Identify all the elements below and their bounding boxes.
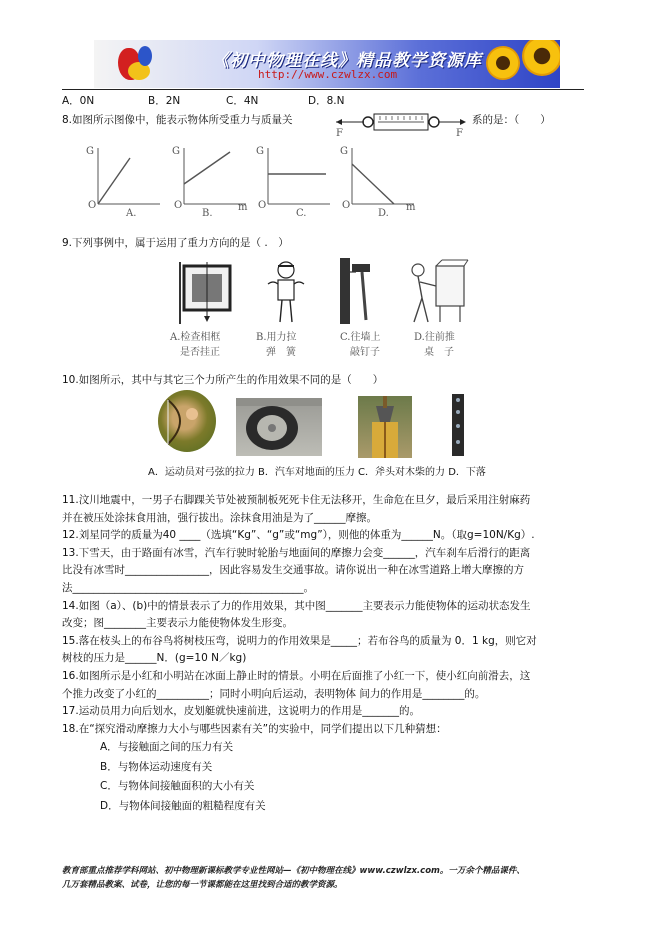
q18-option-b: B．与物体运动速度有关 <box>100 760 213 773</box>
question-9-text: 9.下列事例中，属于运用了重力方向的是（ . ） <box>62 237 289 249</box>
spring-scale-icon <box>334 108 468 142</box>
question-line: 15.落在枝头上的布谷鸟将树枝压弯，说明力的作用效果是_____；若布谷鸟的质量为 0．1 kg，则它对 <box>62 634 537 647</box>
caption-line: A.检查相框 <box>170 332 221 343</box>
questions-block <box>62 492 537 738</box>
graph-b <box>172 142 250 220</box>
q10-captions: A．运动员对弓弦的拉力 B．汽车对地面的压力 C．斧头对木柴的力 D．下落 <box>148 467 486 478</box>
axis-y-label: G <box>340 146 348 157</box>
option-b: B．2N <box>148 95 181 107</box>
sunflower-icon <box>486 46 520 80</box>
q9-image-b <box>264 260 308 326</box>
question-line: 比没有冰雪时________________，因此容易发生交通事故。请你说出一种在冰雪道路上增大摩擦的方 <box>62 564 524 577</box>
graph-a <box>86 142 164 220</box>
question-8-text-left: 8.如图所示图像中，能表示物体所受重力与质量关 <box>62 114 293 126</box>
question-8-text-right: 系的是：（ ） <box>472 114 551 126</box>
axe-wood-icon <box>358 396 412 458</box>
header-banner <box>94 40 560 88</box>
graph-c <box>256 142 334 220</box>
q18-options <box>100 738 266 816</box>
option-c: C．4N <box>226 95 259 107</box>
caption-line: 弹 簧 <box>266 347 296 358</box>
spring-scale-figure <box>334 108 468 142</box>
question-line: 13.下雪天，由于路面有冰雪，汽车行驶时轮胎与地面间的摩擦力会变______，汽车刹车后滑行的距离 <box>62 546 531 559</box>
option-d: D．8.N <box>308 95 345 107</box>
question-line: 16.如图所示是小红和小明站在冰面上静止时的情景。小明在后面推了小红一下，使小红向前滑去，这 <box>62 669 531 682</box>
q9-caption-b <box>256 330 297 360</box>
page-footer <box>62 864 622 892</box>
archer-bow-icon <box>158 390 216 452</box>
q9-caption-a <box>170 330 220 360</box>
picture-frame-icon <box>176 262 236 324</box>
car-tire-icon <box>236 398 322 456</box>
q9-caption-d <box>414 330 455 360</box>
graph-c-plot <box>256 142 334 220</box>
question-line: 改变；图________主要表示力能使物体发生形变。 <box>62 617 293 630</box>
caption-line: C.往墙上 <box>340 332 381 343</box>
caption-line: 桌 子 <box>424 347 454 358</box>
force-label-left: F <box>336 128 343 139</box>
question-line: 12.刘星同学的质量为40 ____（选填“Kg”、“g”或“mg”），则他的体重为______N。（取g=10N/Kg）. <box>62 529 535 542</box>
origin-label: O <box>88 200 97 211</box>
question-line: 树枝的压力是______N．(g=10 N／kg) <box>62 652 247 665</box>
graph-a-plot <box>86 142 164 220</box>
q9-image-a <box>176 262 236 324</box>
q7-options <box>62 93 344 108</box>
graph-c-label: C. <box>296 208 307 219</box>
question-line: 个推力改变了小红的__________；同时小明向后运动，表明物体 间力的作用是________的。 <box>62 687 486 700</box>
caption-line: 敲钉子 <box>350 347 380 358</box>
question-line: 法____________________________________________。 <box>62 581 314 594</box>
axis-x-label: m <box>238 202 248 213</box>
q18-option-d: D．与物体间接触面的粗糙程度有关 <box>100 799 266 812</box>
question-line: 18.在“探究滑动摩擦力大小与哪些因素有关”的实验中，同学们提出以下几种猜想： <box>62 722 447 735</box>
axis-x-label: m <box>406 202 416 213</box>
q9-image-d <box>404 256 470 326</box>
question-line: 11.汶川地震中，一男子右脚踝关节处被预制板死死卡住无法移开，生命危在旦夕，最后采用注射麻药 <box>62 494 531 506</box>
caption-line: 是否挂正 <box>180 347 220 358</box>
boy-pulling-spring-icon <box>264 260 308 326</box>
banner-url[interactable]: http://www.czwlzx.com <box>258 68 398 81</box>
falling-drops-photo <box>452 394 464 456</box>
axis-y-label: G <box>86 146 94 157</box>
axis-y-label: G <box>256 146 264 157</box>
falling-ball-icon <box>452 394 464 456</box>
header-rule <box>62 89 584 90</box>
graph-d-label: D. <box>378 208 389 219</box>
logo-blue-shape <box>138 46 152 66</box>
origin-label: O <box>342 200 351 211</box>
q18-option-a: A．与接触面之间的压力有关 <box>100 741 234 753</box>
graph-b-label: B. <box>202 208 213 219</box>
question-line: 17.运动员用力向后划水，皮划艇就快速前进，这说明力的作用是_______的。 <box>62 705 420 718</box>
q9-caption-c <box>340 330 380 360</box>
footer-line: 几万套精品教案、试卷，让您的每一节课都能在这里找到合适的教学资源。 <box>62 880 343 890</box>
hammer-nail-icon <box>340 258 374 324</box>
q9-image-c <box>340 258 374 324</box>
footer-line: 教育部重点推荐学科网站、初中物理新课标教学专业性网站—《初中物理在线》www.czwlzx.com。一万余个精品课件、 <box>62 866 525 876</box>
pushing-table-icon <box>404 256 470 326</box>
option-a: A．0N <box>62 95 95 107</box>
force-label-right: F <box>456 128 463 139</box>
q18-option-c: C．与物体间接触面积的大小有关 <box>100 780 255 792</box>
banner-title: 《初中物理在线》精品教学资源库 <box>212 51 482 71</box>
archer-photo <box>158 390 216 452</box>
sunflower-icon <box>522 40 560 76</box>
axis-y-label: G <box>172 146 180 157</box>
graph-a-label: A. <box>126 208 137 219</box>
graph-d <box>340 142 418 220</box>
origin-label: O <box>174 200 183 211</box>
caption-line: D.往前推 <box>414 332 455 343</box>
question-line: 并在被压处涂抹食用油，强行拔出。涂抹食用油是为了______摩擦。 <box>62 511 377 524</box>
origin-label: O <box>258 200 267 211</box>
axe-wood-photo <box>358 396 412 458</box>
question-10-text: 10.如图所示，其中与其它三个力所产生的作用效果不同的是（ ） <box>62 374 384 386</box>
question-line: 14.如图（a）、(b)中的情景表示了力的作用效果，其中图_______主要表示力能使物体的运动状态发生 <box>62 599 531 612</box>
car-tire-photo <box>236 398 322 456</box>
caption-line: B.用力拉 <box>256 332 297 343</box>
